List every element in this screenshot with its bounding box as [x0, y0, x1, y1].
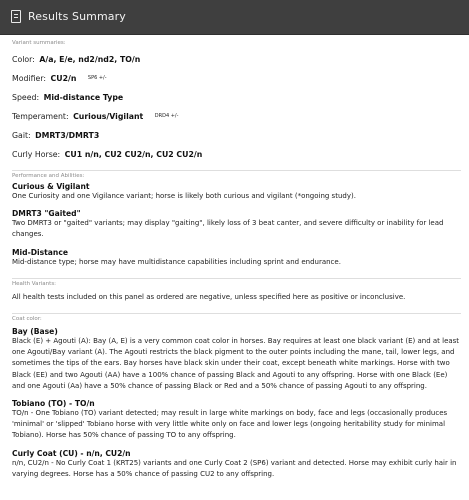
- row-key: Modifier:: [12, 74, 47, 83]
- speed-row: [12, 93, 461, 103]
- color-row: [12, 55, 461, 65]
- row-key: Speed:: [12, 93, 40, 102]
- performance-item-title: Mid-Distance: [12, 247, 68, 257]
- row-value: CU1 n/n, CU2 CU2/n, CU2 CU2/n: [64, 150, 203, 159]
- results-summary-header: [0, 0, 469, 35]
- performance-label: Performance and Abilities:: [12, 173, 85, 179]
- coat-item-text: n/n, CU2/n - No Curly Coat 1 (KRT25) variants and one Curly Coat 2 (SP6) variant and detected. Horse may exhibit curly hair in varying degrees. Horse has a 50% chance of passing CU2 to any offspring.: [12, 458, 457, 478]
- performance-item-title: Curious & Vigilant: [12, 182, 90, 191]
- coat-item-title: Curly Coat (CU) - n/n, CU2/n: [12, 448, 131, 458]
- row-value: Curious/Vigilant: [73, 112, 144, 121]
- row-key: Gait:: [12, 131, 31, 140]
- modifier-row: [12, 74, 461, 84]
- row-value: CU2/n: [50, 74, 77, 83]
- gait-row: [12, 131, 461, 141]
- coat-item-title: Tobiano (TO) - TO/n: [12, 399, 95, 409]
- divider: [12, 313, 461, 314]
- page-title: Results Summary: [28, 10, 126, 23]
- document-icon: [11, 10, 21, 23]
- curly-horse-row: [12, 150, 461, 160]
- row-key: Color:: [12, 55, 35, 64]
- row-extra: SP6 +/-: [87, 75, 107, 81]
- coat-item-title: Bay (Base): [12, 327, 58, 337]
- health-label: Health Variants:: [12, 280, 57, 287]
- temperament-row: [12, 112, 461, 122]
- performance-item-title: DMRT3 "Gaited": [12, 209, 81, 219]
- performance-item-text: Two DMRT3 or "gaited" variants; may display "gaiting", likely loss of 3 beat canter, and severe difficulty or inability for lead changes.: [12, 219, 444, 239]
- row-extra: DRD4 +/-: [154, 113, 179, 119]
- divider: [12, 278, 461, 279]
- row-key: Curly Horse:: [12, 150, 61, 159]
- row-value: A/a, E/e, nd2/nd2, TO/n: [39, 55, 141, 64]
- row-key: Temperament:: [12, 112, 69, 121]
- coat-item-text: Black (E) + Agouti (A): Bay (A, E) is a very common coat color in horses. Bay requires at least one black variant (E) and at least one Agouti/Bay variant (A). The Agouti restricts the black pigment to the outer points including the mane, tail, lower legs, and sometimes the tips of the ears. Bay horses have black skin under their coat, except beneath white markings. Horse with two Black (EE) and two Agouti (AA) have a 100% chance of passing Black and Agouti to any offspring. Horse with one Black (Ee) and one Agouti (Aa) have a 50% chance of passing Black or Red and a 50% chance of passing Agouti to any offspring.: [12, 337, 460, 390]
- health-text: All health tests included on this panel as ordered are negative, unless specified here as positive or inconclusive.: [12, 292, 406, 301]
- row-value: DMRT3/DMRT3: [35, 131, 100, 140]
- coat-item-text: TO/n - One Tobiano (TO) variant detected; may result in large white markings on body, face and legs (occasionally produces 'minimal' or 'slipped' Tobiano horse with very little white only on face and lower legs (ongoing heritability study for minimal Tobiano). Horse has 50% chance of passing TO to any offspring.: [12, 409, 448, 440]
- performance-item-text: Mid-distance type; horse may have multidistance capabilities including sprint and endurance.: [12, 257, 341, 266]
- divider: [12, 170, 461, 171]
- performance-item-text: One Curiosity and one Vigilance variant; horse is likely both curious and vigilant (*ongoing study).: [12, 192, 356, 200]
- results-content: [12, 38, 461, 480]
- variant-summaries-label: Variant summaries:: [12, 40, 66, 46]
- row-value: Mid-distance Type: [43, 93, 124, 102]
- coat-color-label: Coat color:: [12, 316, 42, 323]
